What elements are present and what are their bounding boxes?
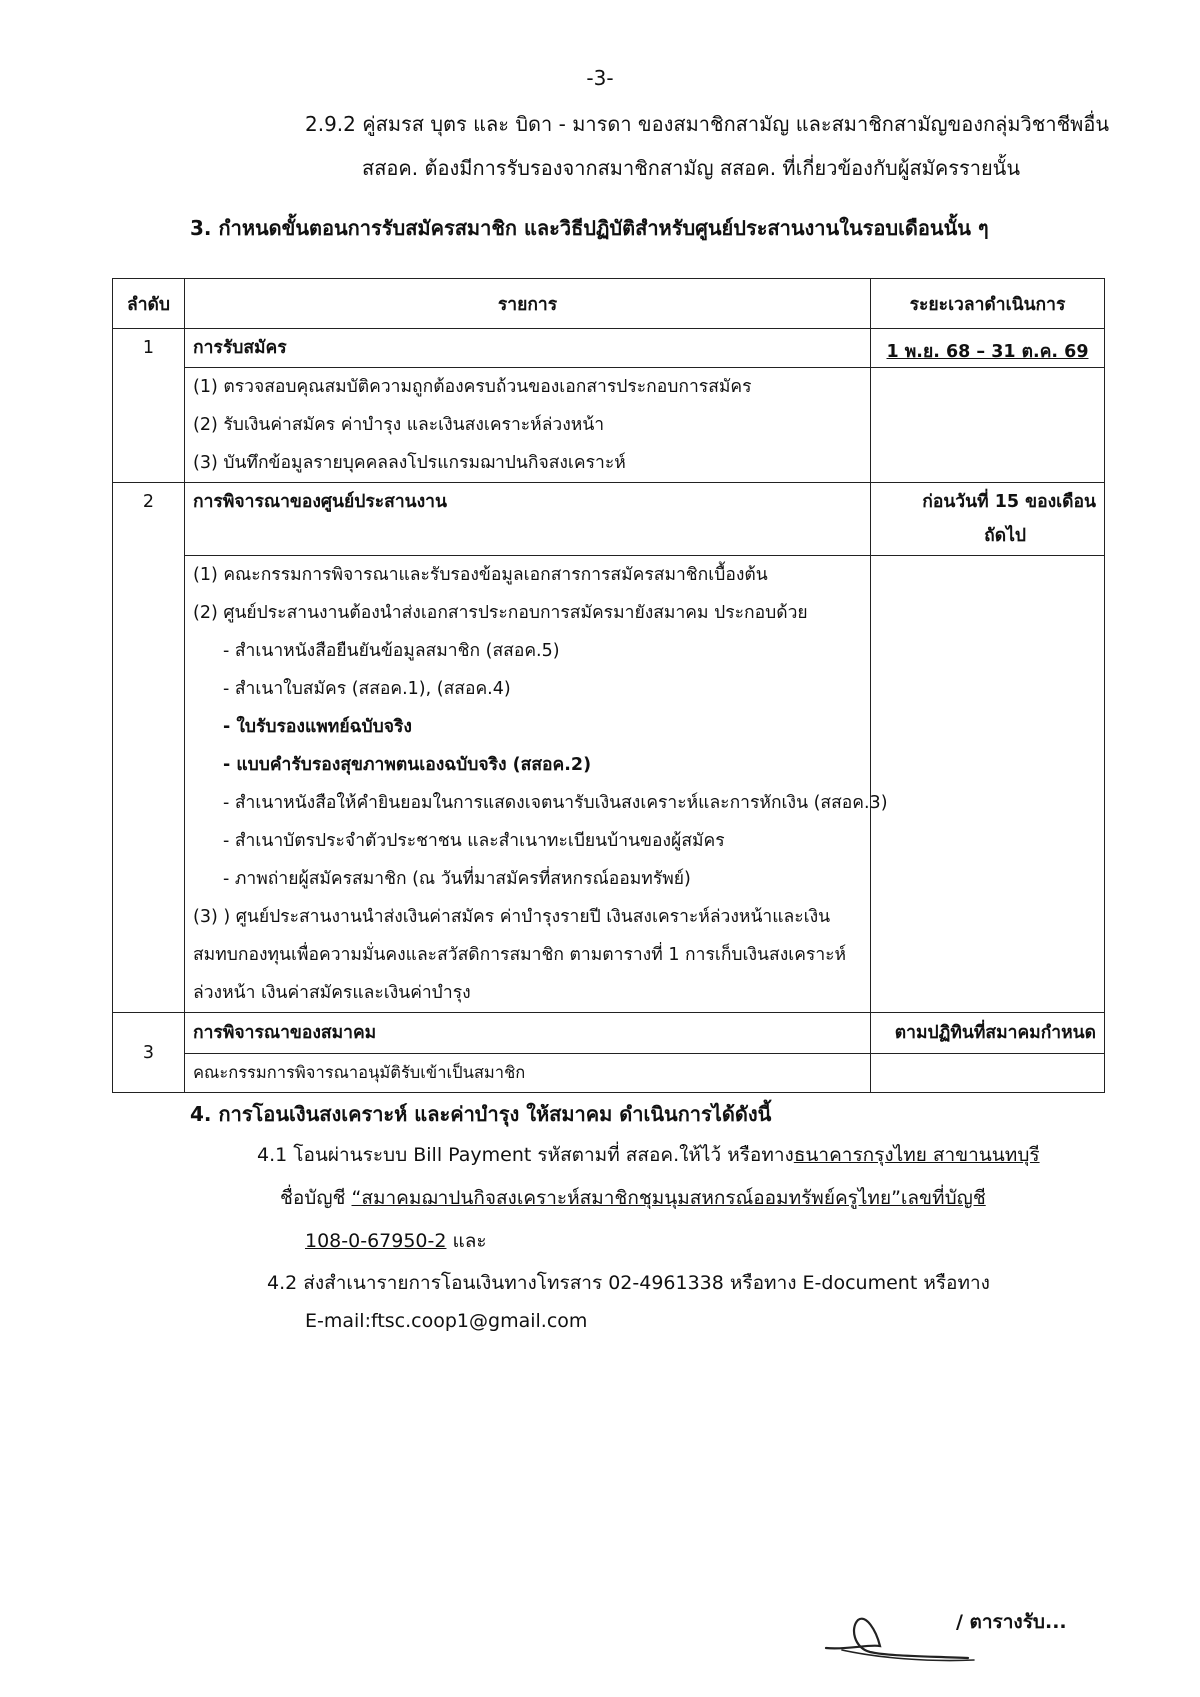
doc-item: - สำเนาบัตรประจำตัวประชาชน และสำเนาทะเบียนบ้านของผู้สมัคร — [223, 831, 725, 851]
account-number: 108-0-67950-2 — [305, 1230, 447, 1252]
list-item: ล่วงหน้า เงินค่าสมัครและเงินค่าบำรุง — [193, 983, 471, 1003]
step-3-items-row — [113, 1054, 1105, 1093]
clause-4-2-email: E-mail:ftsc.coop1@gmail.com — [305, 1310, 588, 1332]
doc-item: - สำเนาหนังสือยืนยันข้อมูลสมาชิก (สสอค.5) — [223, 641, 560, 661]
page-number: -3- — [586, 66, 614, 90]
step-2-items-row — [113, 556, 1105, 1013]
step-2-title-row — [113, 483, 1105, 556]
list-item: (2) ศูนย์ประสานงานต้องนำส่งเอกสารประกอบการสมัครมายังสมาคม ประกอบด้วย — [193, 603, 808, 623]
doc-item: - แบบคำรับรองสุขภาพตนเองฉบับจริง (สสอค.2) — [223, 755, 592, 775]
step-2-period-empty — [871, 556, 1105, 1013]
step-2-number: 2 — [113, 483, 185, 1013]
list-item: สมทบกองทุนเพื่อความมั่นคงและสวัสดิการสมาชิก ตามตารางที่ 1 การเก็บเงินสงเคราะห์ — [193, 945, 847, 965]
step-3-period: ตามปฏิทินที่สมาคมกำหนด — [871, 1013, 1105, 1054]
clause-2-9-2-line-1: 2.9.2 คู่สมรส บุตร และ บิดา - มารดา ของสมาชิกสามัญ และสมาชิกสามัญของกลุ่มวิชาชีพอื่น — [305, 112, 1110, 136]
step-1-number: 1 — [113, 329, 185, 483]
header-period: ระยะเวลาดำเนินการ — [871, 279, 1105, 329]
step-3-period-empty — [871, 1054, 1105, 1093]
doc-item: - สำเนาใบสมัคร (สสอค.1), (สสอค.4) — [223, 679, 511, 699]
table-header-row — [113, 279, 1105, 329]
clause-4-2-line-1: 4.2 ส่งสำเนารายการโอนเงินทางโทรสาร 02-4961338 หรือทาง E-document หรือทาง — [267, 1272, 990, 1294]
header-no: ลำดับ — [113, 279, 185, 329]
clause-2-9-2-line-2: สสอค. ต้องมีการรับรองจากสมาชิกสามัญ สสอค. ที่เกี่ยวข้องกับผู้สมัครรายนั้น — [362, 156, 1021, 180]
list-item: (3) บันทึกข้อมูลรายบุคคลลงโปรแกรมฌาปนกิจสงเคราะห์ — [193, 453, 626, 473]
doc-item: - สำเนาหนังสือให้คำยินยอมในการแสดงเจตนารับเงินสงเคราะห์และการหักเงิน (สสอค.3) — [223, 793, 888, 813]
step-1-title: การรับสมัคร — [185, 329, 871, 368]
step-1-period: 1 พ.ย. 68 – 31 ต.ค. 69 — [871, 329, 1105, 368]
list-item: (1) ตรวจสอบคุณสมบัติความถูกต้องครบถ้วนของเอกสารประกอบการสมัคร — [193, 377, 752, 397]
step-1-period-empty — [871, 368, 1105, 483]
doc-item: - ใบรับรองแพทย์ฉบับจริง — [223, 717, 412, 737]
step-3-title-row — [113, 1013, 1105, 1054]
doc-item: - ภาพถ่ายผู้สมัครสมาชิก (ณ วันที่มาสมัครที่สหกรณ์ออมทรัพย์) — [223, 869, 691, 889]
clause-4-1-prefix: 4.1 โอนผ่านระบบ Bill Payment รหัสตามที่ สสอค.ให้ไว้ หรือทาง — [257, 1144, 794, 1166]
step-3-item: คณะกรรมการพิจารณาอนุมัติรับเข้าเป็นสมาชิก — [185, 1054, 871, 1093]
step-3-number: 3 — [113, 1013, 185, 1093]
clause-4-1-line-2 — [280, 1183, 986, 1213]
account-name: “สมาคมฌาปนกิจสงเคราะห์สมาชิกชุมนุมสหกรณ์ออมทรัพย์ครูไทย”เลขที่บัญชี — [351, 1187, 986, 1209]
step-1-title-row — [113, 329, 1105, 368]
list-item: (2) รับเงินค่าสมัคร ค่าบำรุง และเงินสงเคราะห์ล่วงหน้า — [193, 415, 605, 435]
continuation-note: / ตารางรับ... — [956, 1611, 1067, 1633]
section-4-heading: 4. การโอนเงินสงเคราะห์ และค่าบำรุง ให้สมาคม ดำเนินการได้ดังนี้ — [190, 1102, 772, 1126]
list-item: (1) คณะกรรมการพิจารณาและรับรองข้อมูลเอกสารการสมัครสมาชิกเบื้องต้น — [193, 565, 768, 585]
bank-name: ธนาคารกรุงไทย สาขานนทบุรี — [793, 1144, 1040, 1166]
list-item: (3) ) ศูนย์ประสานงานนำส่งเงินค่าสมัคร ค่าบำรุงรายปี เงินสงเคราะห์ล่วงหน้าและเงิน — [193, 907, 831, 927]
step-2-items — [185, 556, 888, 1013]
section-3-heading: 3. กำหนดขั้นตอนการรับสมัครสมาชิก และวิธีปฏิบัติสำหรับศูนย์ประสานงานในรอบเดือนนั้น ๆ — [190, 216, 989, 240]
step-1-items-row — [113, 368, 1105, 483]
clause-4-1-line-1 — [257, 1140, 1040, 1170]
clause-4-1-line-3 — [305, 1226, 487, 1256]
clause-4-1-suffix: และ — [446, 1230, 487, 1252]
header-item: รายการ — [185, 279, 871, 329]
step-2-title: การพิจารณาของศูนย์ประสานงาน — [185, 483, 871, 556]
step-1-items — [185, 368, 871, 483]
account-label: ชื่อบัญชี — [280, 1187, 352, 1209]
handwritten-signature — [818, 1600, 978, 1670]
procedure-table — [112, 278, 1105, 1093]
step-2-period: ก่อนวันที่ 15 ของเดือน ถัดไป — [871, 483, 1105, 556]
step-3-title: การพิจารณาของสมาคม — [185, 1013, 871, 1054]
